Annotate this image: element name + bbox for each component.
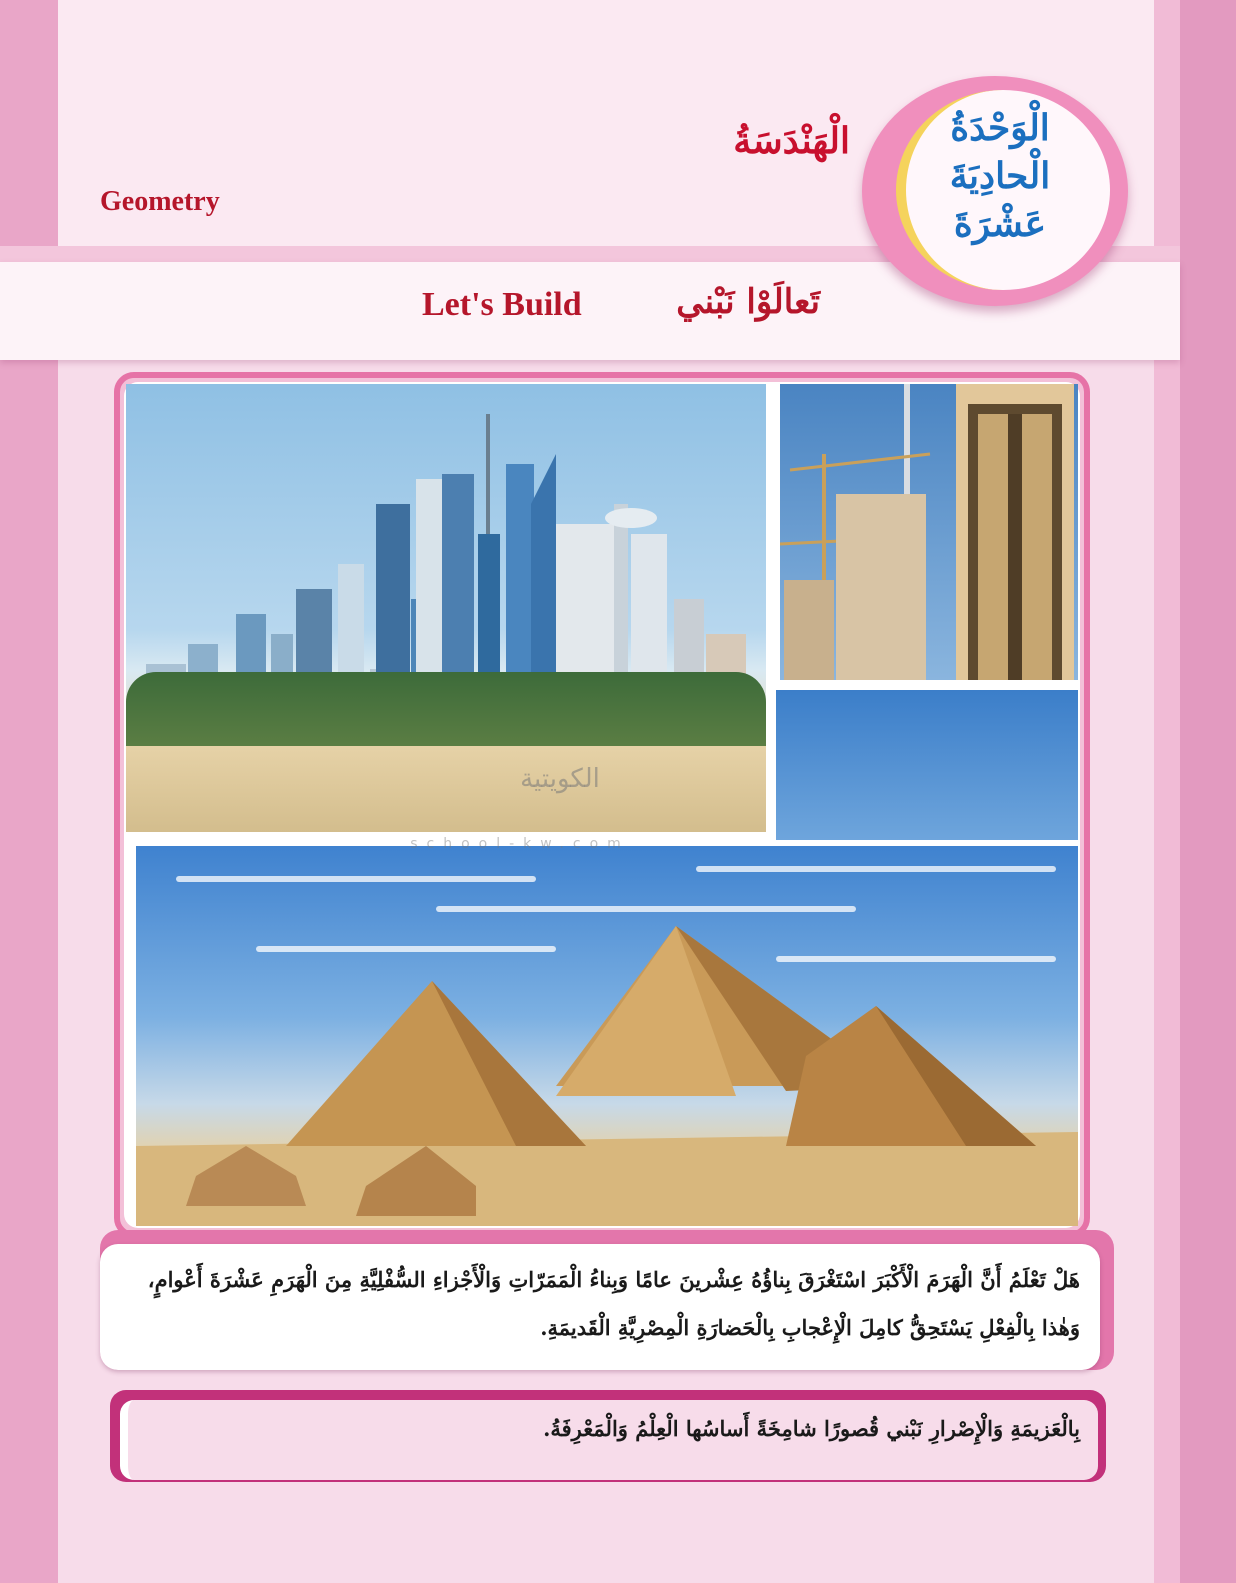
watermark-url: school-kw.com bbox=[410, 836, 630, 852]
unit-badge-label bbox=[900, 104, 1100, 248]
lesson-title-english: Let's Build bbox=[422, 286, 582, 323]
watermark-text: الكويتية bbox=[520, 764, 600, 794]
right-margin bbox=[1180, 0, 1236, 1583]
unit-subject-arabic: الْهَنْدَسَةُ bbox=[733, 120, 850, 162]
cloud bbox=[256, 946, 556, 952]
motto-text: بِالْعَزيمَةِ وَالْإِصْرارِ نَبْني قُصورًا شامِخَةً أَساسُها الْعِلْمُ وَالْمَعْرِفَةُ. bbox=[543, 1416, 1080, 1441]
left-margin bbox=[0, 0, 58, 1583]
lesson-title-arabic: تَعالَوْا نَبْني bbox=[676, 282, 820, 322]
unit-subject-english: Geometry bbox=[100, 186, 220, 217]
right-margin-inner bbox=[1154, 0, 1180, 1583]
cloud bbox=[436, 906, 856, 912]
cloud bbox=[176, 876, 536, 882]
unit-badge-line-1: الْوَحْدَةُ bbox=[950, 107, 1050, 149]
unit-badge-line-3: عَشْرَةَ bbox=[953, 203, 1047, 245]
info-paragraph: هَلْ تَعْلَمُ أَنَّ الْهَرَمَ الْأَكْبَرَ اسْتَغْرَقَ بِناؤُهُ عِشْرينَ عامًا وَبِناءُ الْمَمَرّاتِ وَالْأَجْزاءِ السُّفْلِيَّةِ مِنَ الْهَرَمِ عَشْرَةَ أَعْوامٍ، وَهٰذا بِالْفِعْلِ يَسْتَحِقُّ كامِلَ الْإِعْجابِ بِالْحَضارَةِ الْمِصْرِيَّةِ الْقَديمَةِ. bbox=[147, 1267, 1080, 1340]
cloud bbox=[696, 866, 1056, 872]
cloud bbox=[776, 956, 1056, 962]
construction-illustration bbox=[780, 384, 1078, 680]
unit-badge-line-2: الْحادِيَةَ bbox=[949, 155, 1051, 197]
giza-pyramids-photo bbox=[136, 846, 1078, 1226]
sky-strip bbox=[776, 690, 1078, 840]
pyramids-illustration bbox=[136, 846, 1078, 1226]
palm-trees bbox=[126, 672, 766, 752]
construction-photo bbox=[780, 384, 1078, 680]
